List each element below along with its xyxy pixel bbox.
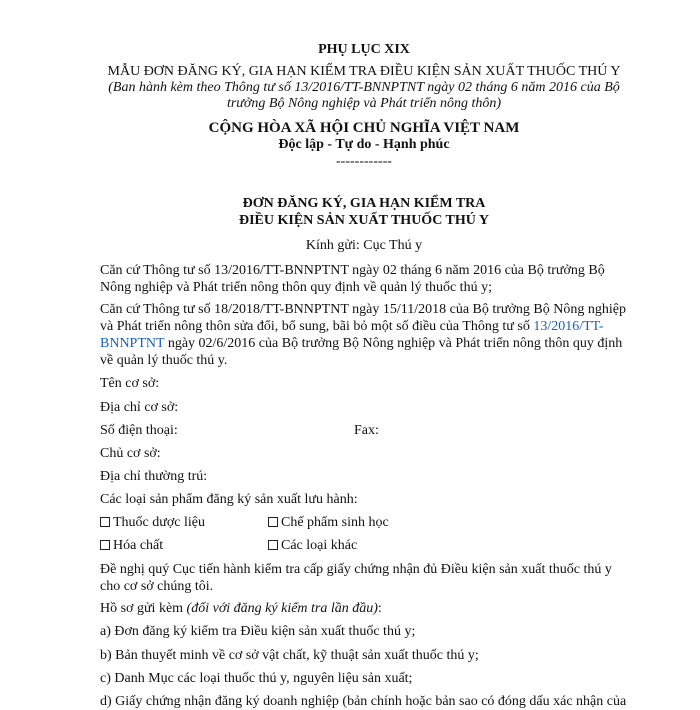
option-chemical[interactable] (100, 538, 163, 554)
fax-label: Fax: (354, 423, 379, 438)
document-title-line1: ĐƠN ĐĂNG KÝ, GIA HẠN KIỂM TRA (242, 196, 486, 211)
option-label: Các loại khác (281, 538, 358, 553)
basis-p2-line3 (100, 336, 622, 352)
national-motto: Độc lập - Tự do - Hạnh phúc (278, 137, 450, 152)
facility-address-label: Địa chỉ cơ sở: (100, 400, 179, 415)
option-biological[interactable] (268, 515, 389, 531)
basis-p2-text-cont: ngày 02/6/2016 của Bộ trưởng Bộ Nông nghiệp và Phát triển nông thôn quy định (164, 336, 623, 351)
issued-note-line2: trưởng Bộ Nông nghiệp và Phát triển nông thôn) (226, 96, 502, 111)
option-herbal[interactable] (100, 515, 205, 531)
phone-label: Số điện thoại: (100, 423, 178, 438)
circular-link-part2[interactable]: BNNPTNT (100, 336, 165, 351)
recipient-line: Kính gửi: Cục Thú y (305, 238, 423, 253)
request-line2: cho cơ sở chúng tôi. (100, 579, 214, 594)
basis-p1-line1: Căn cứ Thông tư số 13/2016/TT-BNNPTNT ngày 02 tháng 6 năm 2016 của Bộ trưởng Bộ (100, 263, 605, 278)
dossier-item-c: c) Danh Mục các loại thuốc thú y, nguyên liệu sản xuất; (100, 671, 413, 686)
option-label: Thuốc dược liệu (113, 515, 205, 530)
option-label: Hóa chất (113, 538, 164, 553)
checkbox-icon[interactable] (268, 517, 278, 527)
dossier-intro (100, 601, 382, 617)
checkbox-icon[interactable] (100, 540, 110, 550)
basis-p2-text: và Phát triển nông thôn sửa đổi, bổ sung, bãi bỏ một số điều của Thông tư số (100, 319, 534, 334)
basis-p2-line4: về quản lý thuốc thú y. (100, 353, 228, 368)
header-divider: ------------ (336, 154, 392, 169)
option-label: Chế phẩm sinh học (281, 515, 389, 530)
checkbox-icon[interactable] (268, 540, 278, 550)
dossier-item-d: d) Giấy chứng nhận đăng ký doanh nghiệp (bản chính hoặc bản sao có đóng dấu xác nhận của (100, 694, 627, 709)
dossier-intro-end: : (377, 601, 382, 616)
checkbox-icon[interactable] (100, 517, 110, 527)
option-other[interactable] (268, 538, 357, 554)
dossier-intro-text: Hồ sơ gửi kèm (100, 601, 187, 616)
form-title: MẪU ĐƠN ĐĂNG KÝ, GIA HẠN KIỂM TRA ĐIỀU KIỆN SẢN XUẤT THUỐC THÚ Y (107, 64, 621, 79)
request-line1: Đề nghị quý Cục tiến hành kiểm tra cấp giấy chứng nhận đủ Điều kiện sản xuất thuốc thú y (100, 562, 612, 577)
facility-name-label: Tên cơ sở: (100, 376, 160, 391)
products-intro: Các loại sản phẩm đăng ký sản xuất lưu hành: (100, 492, 358, 507)
owner-label: Chủ cơ sở: (100, 446, 161, 461)
dossier-item-b: b) Bản thuyết minh về cơ sở vật chất, kỹ thuật sản xuất thuốc thú y; (100, 648, 479, 663)
issued-note-line1: (Ban hành kèm theo Thông tư số 13/2016/TT-BNNPTNT ngày 02 tháng 6 năm 2016 của Bộ (108, 80, 620, 95)
country-name: CỘNG HÒA XÃ HỘI CHỦ NGHĨA VIỆT NAM (208, 120, 520, 136)
circular-link-part1[interactable]: 13/2016/TT- (533, 319, 604, 334)
document-title-line2: ĐIỀU KIỆN SẢN XUẤT THUỐC THÚ Y (239, 213, 489, 228)
basis-p1-line2: Nông nghiệp và Phát triển nông thôn quy định về quản lý thuốc thú y; (100, 280, 492, 295)
dossier-item-a: a) Đơn đăng ký kiểm tra Điều kiện sản xuất thuốc thú y; (100, 624, 416, 639)
dossier-intro-note: (đối với đăng ký kiểm tra lần đầu) (186, 601, 378, 616)
basis-p2-line2 (100, 319, 604, 335)
basis-p2-line1: Căn cứ Thông tư số 18/2018/TT-BNNPTNT ngày 15/11/2018 của Bộ trưởng Bộ Nông nghiệp (100, 302, 626, 317)
residence-label: Địa chỉ thường trú: (100, 469, 208, 484)
appendix-heading: PHỤ LỤC XIX (318, 42, 410, 57)
